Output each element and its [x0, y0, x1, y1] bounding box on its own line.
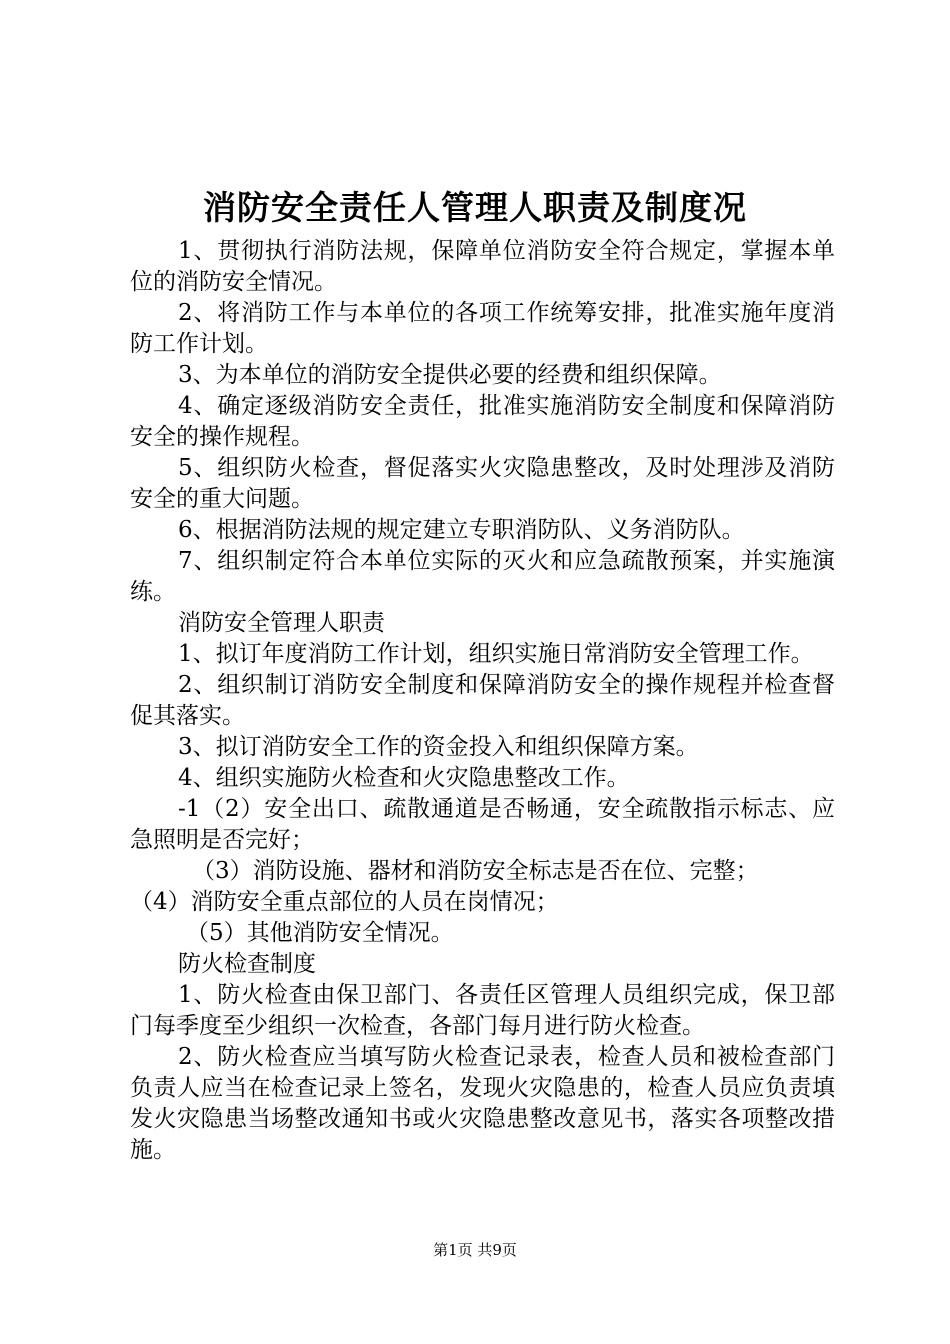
paragraph-10: 3、拟订消防安全工作的资金投入和组织保障方案。 [178, 734, 699, 760]
paragraph-12: -1（2）安全出口、疏散通道是否畅通，安全疏散指示标志、应急照明是否完好； [130, 796, 835, 853]
section-heading-manager-duties: 消防安全管理人职责 [178, 610, 385, 636]
paragraph-4: 4、确定逐级消防安全责任，批准实施消防安全制度和保障消防安全的操作规程。 [130, 393, 835, 450]
paragraph-9: 2、组织制订消防安全制度和保障消防安全的操作规程并检查督促其落实。 [130, 672, 835, 729]
paragraph-7: 7、组织制定符合本单位实际的灭火和应急疏散预案，并实施演练。 [130, 548, 835, 605]
paragraph-6: 6、根据消防法规的规定建立专职消防队、义务消防队。 [178, 517, 745, 543]
paragraph-16: 1、防火检查由保卫部门、各责任区管理人员组织完成，保卫部门每季度至少组织一次检查，各部门每月进行防火检查。 [130, 982, 835, 1039]
paragraph-11: 4、组织实施防火检查和火灾隐患整改工作。 [178, 765, 630, 791]
paragraph-8: 1、拟订年度消防工作计划，组织实施日常消防安全管理工作。 [178, 641, 814, 667]
paragraph-5: 5、组织防火检查，督促落实火灾隐患整改，及时处理涉及消防安全的重大问题。 [130, 455, 835, 512]
paragraph-15: （5）其他消防安全情况。 [186, 920, 454, 946]
section-heading-fire-inspection: 防火检查制度 [178, 951, 316, 977]
paragraph-13: （3）消防设施、器材和消防安全标志是否在位、完整； [192, 858, 759, 884]
paragraph-1: 1、贯彻执行消防法规，保障单位消防安全符合规定，掌握本单位的消防安全情况。 [130, 238, 835, 295]
paragraph-2: 2、将消防工作与本单位的各项工作统筹安排，批准实施年度消防工作计划。 [130, 300, 835, 357]
page-number-footer: 第1页 共9页 [433, 1241, 517, 1259]
paragraph-3: 3、为本单位的消防安全提供必要的经费和组织保障。 [178, 362, 722, 388]
paragraph-14: （4）消防安全重点部位的人员在岗情况； [130, 889, 559, 915]
paragraph-17: 2、防火检查应当填写防火检查记录表，检查人员和被检查部门负责人应当在检查记录上签名，发现火灾隐患的，检查人员应负责填发火灾隐患当场整改通知书或火灾隐患整改意见书，落实各项整改措施。 [130, 1044, 835, 1163]
document-title: 消防安全责任人管理人职责及制度况 [203, 188, 747, 227]
document-body [130, 236, 835, 1166]
